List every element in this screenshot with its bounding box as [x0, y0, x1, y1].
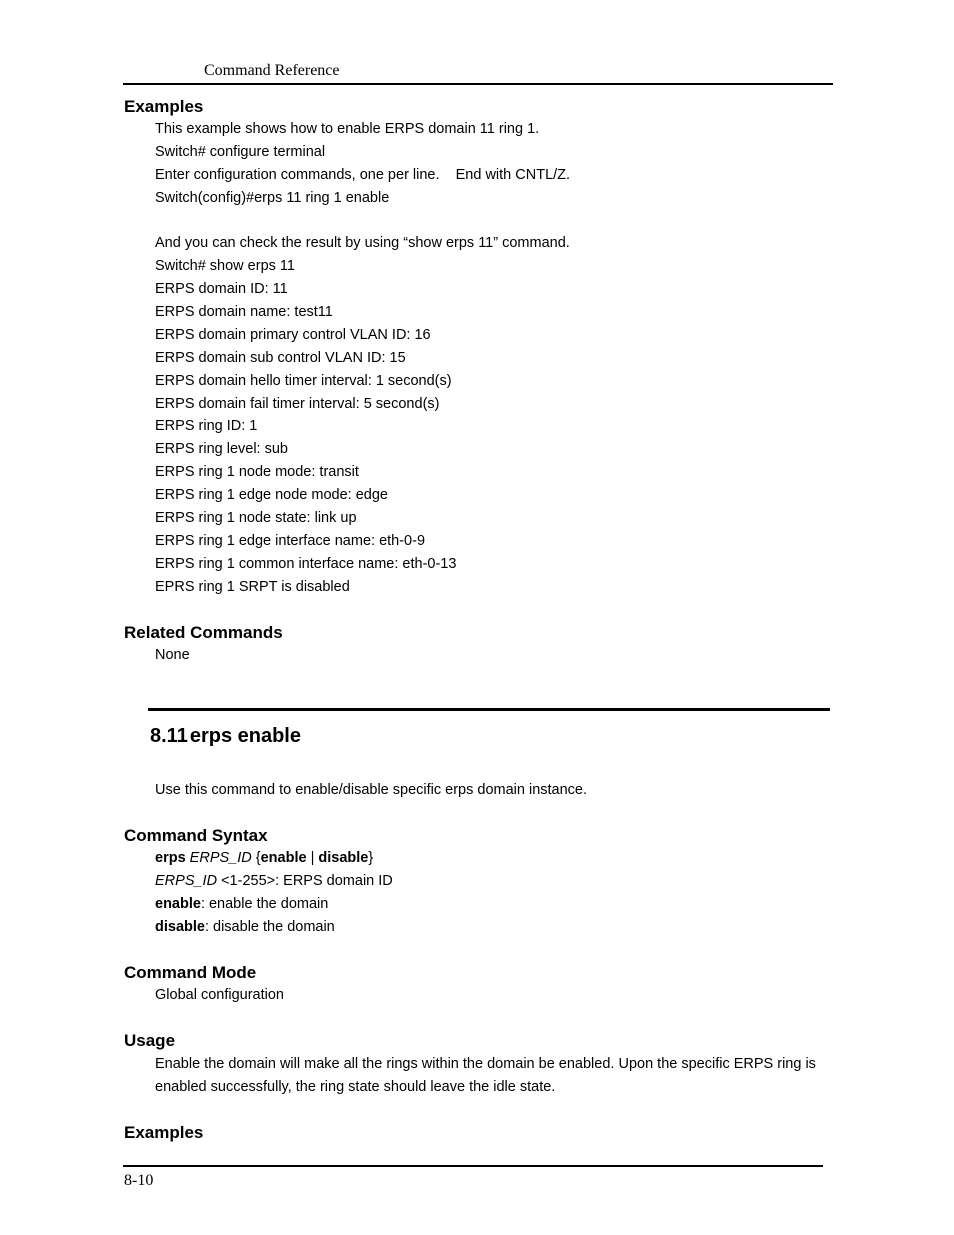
example-line: Switch# configure terminal	[155, 144, 326, 160]
example-line: ERPS ring 1 node mode: transit	[155, 464, 359, 480]
example-line: ERPS ring 1 edge interface name: eth-0-9	[155, 533, 426, 549]
page-number: 8-10	[124, 1172, 154, 1189]
example-line: ERPS domain primary control VLAN ID: 16	[155, 327, 431, 343]
syntax-separator: |	[306, 850, 319, 866]
section-rule	[148, 708, 830, 711]
disable-line	[155, 919, 335, 935]
example-line: ERPS ring 1 edge node mode: edge	[155, 487, 388, 503]
section-intro: Use this command to enable/disable specific erps domain instance.	[155, 782, 588, 798]
command-mode-text: Global configuration	[155, 987, 284, 1003]
example-line: ERPS domain sub control VLAN ID: 15	[155, 350, 406, 366]
syntax-param: ERPS_ID	[189, 850, 252, 866]
syntax-option-enable: enable	[260, 850, 307, 866]
example-line: ERPS ring 1 node state: link up	[155, 510, 357, 526]
example-line: ERPS ring 1 common interface name: eth-0-13	[155, 556, 457, 572]
example-line: ERPS domain fail timer interval: 5 second(s)	[155, 396, 440, 412]
examples-heading: Examples	[124, 1123, 204, 1142]
enable-keyword: enable	[155, 896, 201, 912]
examples-heading: Examples	[124, 97, 204, 116]
usage-heading: Usage	[124, 1031, 176, 1050]
related-commands-text: None	[155, 647, 190, 663]
syntax-close-brace: }	[368, 850, 374, 866]
syntax-line	[155, 850, 373, 866]
section-name: erps enable	[189, 725, 301, 747]
param-name: ERPS_ID	[155, 873, 218, 889]
running-header: Command Reference	[204, 62, 340, 79]
command-mode-heading: Command Mode	[124, 963, 257, 982]
enable-description: : enable the domain	[200, 896, 329, 912]
command-syntax-heading: Command Syntax	[124, 826, 268, 845]
usage-line: Enable the domain will make all the rings within the domain be enabled. Upon the specific ERPS ring is	[155, 1056, 816, 1072]
syntax-command: erps	[155, 850, 186, 866]
related-commands-heading: Related Commands	[124, 623, 283, 642]
header-rule	[123, 83, 833, 85]
disable-keyword: disable	[155, 919, 205, 935]
usage-line: enabled successfully, the ring state should leave the idle state.	[155, 1079, 556, 1095]
example-line: And you can check the result by using “show erps 11” command.	[155, 235, 570, 251]
example-line: Switch(config)#erps 11 ring 1 enable	[155, 190, 390, 206]
example-line: ERPS domain hello timer interval: 1 second(s)	[155, 373, 452, 389]
syntax-option-disable: disable	[318, 850, 369, 866]
example-line: ERPS domain ID: 11	[155, 281, 288, 297]
example-line: Switch# show erps 11	[155, 258, 295, 274]
example-line: Enter configuration commands, one per line. End with CNTL/Z.	[155, 167, 571, 183]
example-line: EPRS ring 1 SRPT is disabled	[155, 579, 350, 595]
footer-rule	[123, 1165, 823, 1167]
param-line	[155, 873, 393, 889]
param-description: <1-255>: ERPS domain ID	[217, 873, 393, 889]
disable-description: : disable the domain	[204, 919, 335, 935]
example-line: ERPS ring level: sub	[155, 441, 288, 457]
example-line: ERPS domain name: test11	[155, 304, 333, 320]
example-line: ERPS ring ID: 1	[155, 418, 258, 434]
section-number: 8.11	[150, 725, 188, 747]
syntax-open-brace: {	[251, 850, 261, 866]
example-line: This example shows how to enable ERPS domain 11 ring 1.	[155, 121, 540, 137]
section-title	[150, 725, 301, 748]
enable-line	[155, 896, 328, 912]
